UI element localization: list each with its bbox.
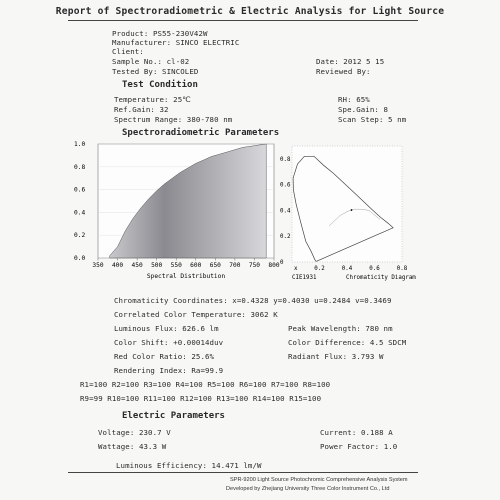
spectral-y-tick-label: 0.6	[74, 186, 86, 194]
spectral-x-tick-label: 750	[248, 262, 261, 269]
spe-gain-field: Spe.Gain: 8	[338, 105, 389, 114]
report-title: Report of Spectroradiometric & Electric Analysis for Light Source	[55, 6, 445, 17]
spectral-x-tick-label: 450	[131, 262, 143, 269]
spectral-x-tick-label: 600	[190, 262, 202, 269]
spectro-heading: Spectroradiometric Parameters	[122, 128, 280, 138]
cie-plot-frame	[292, 146, 402, 262]
scan-step-field: Scan Step: 5 nm	[338, 115, 407, 124]
manufacturer-field: Manufacturer: SINCO ELECTRIC	[112, 38, 240, 47]
color-difference-field: Color Difference: 4.5 SDCM	[288, 338, 407, 347]
cie-y-tick-label: 0	[280, 260, 284, 266]
title-rule	[68, 20, 418, 21]
color-shift-field: Color Shift: +0.00014duv	[114, 338, 224, 347]
footer-rule	[68, 472, 418, 473]
temperature-field: Temperature: 25℃	[114, 95, 191, 104]
spectral-x-tick-label: 700	[229, 262, 241, 269]
cie-caption-right: Chromaticity Diagram	[346, 275, 416, 281]
cie-x-tick-label: 0.4	[341, 266, 353, 272]
voltage-field: Voltage: 230.7 V	[98, 428, 171, 437]
spectrum-range-field: Spectrum Range: 380-780 nm	[114, 115, 233, 124]
chromaticity-field: Chromaticity Coordinates: x=0.4328 y=0.4030 u=0.2484 v=0.3469	[114, 296, 392, 305]
tested-by-field: Tested By: SINCOLED	[112, 67, 199, 76]
cie-y-tick-label: 0.4	[280, 208, 291, 215]
spectral-x-tick-label: 800	[268, 262, 280, 269]
cie-chromaticity-chart	[278, 140, 418, 282]
product-field: Product: PS55-230V42W	[112, 29, 208, 38]
radiant-flux-field: Radiant Flux: 3.793 W	[288, 352, 384, 361]
current-field: Current: 0.188 A	[320, 428, 393, 437]
date-field: Date: 2012 5 15	[316, 57, 385, 66]
sample-no-field: Sample No.: cl-02	[112, 57, 190, 66]
rh-field: RH: 65%	[338, 95, 370, 104]
r-values-row2: R9=99 R10=100 R11=100 R12=100 R13=100 R14=100 R15=100	[80, 394, 322, 403]
ref-gain-field: Ref.Gain: 32	[114, 105, 169, 114]
cie-y-tick-label: 0.2	[280, 234, 291, 241]
spectral-x-tick-label: 650	[209, 262, 221, 269]
wattage-field: Wattage: 43.3 W	[98, 442, 167, 451]
peak-wavelength-field: Peak Wavelength: 780 nm	[288, 324, 393, 333]
chromaticity-point	[351, 209, 353, 211]
cie-x-tick-label: 0.8	[396, 266, 408, 272]
reviewed-by-field: Reviewed By:	[316, 67, 371, 76]
cct-field: Correlated Color Temperature: 3062 K	[114, 310, 278, 319]
spectral-y-tick-label: 0.0	[74, 255, 86, 262]
spectral-x-tick-label: 400	[111, 262, 124, 269]
test-condition-heading: Test Condition	[122, 80, 198, 90]
cie-caption-left: CIE1931	[292, 275, 317, 281]
rendering-index-field: Rendering Index: Ra=99.9	[114, 366, 224, 375]
spectral-y-tick-label: 0.8	[74, 163, 86, 171]
luminous-efficiency-field: Luminous Efficiency: 14.471 lm/W	[116, 461, 262, 470]
spectral-caption: Spectral Distribution	[146, 273, 226, 280]
spectral-distribution-chart	[70, 136, 280, 284]
electric-heading: Electric Parameters	[122, 411, 225, 421]
r-values-row1: R1=100 R2=100 R3=100 R4=100 R5=100 R6=100 R7=100 R8=100	[80, 380, 331, 389]
spectral-x-tick-label: 500	[151, 262, 163, 269]
cie-y-tick-label: 0.8	[280, 156, 291, 163]
cie-x-axis-prefix: x	[294, 266, 298, 272]
spectral-x-tick-label: 550	[170, 262, 182, 269]
power-factor-field: Power Factor: 1.0	[320, 442, 398, 451]
spectral-y-tick-label: 1.0	[74, 141, 86, 148]
spectral-y-tick-label: 0.4	[74, 209, 86, 217]
footer-line2: Developed by Zhejiang University Three Color Instrument Co., Ltd	[226, 486, 390, 492]
red-ratio-field: Red Color Ratio: 25.6%	[114, 352, 215, 361]
cie-x-tick-label: 0.6	[369, 266, 380, 272]
footer-line1: SPR-9200 Light Source Photochromic Comprehensive Analysis System	[230, 477, 408, 483]
client-field: Client:	[112, 47, 144, 56]
cie-y-tick-label: 0.6	[280, 182, 291, 189]
cie-x-tick-label: 0.2	[314, 266, 325, 272]
luminous-flux-field: Luminous Flux: 626.6 lm	[114, 324, 219, 333]
spectral-y-tick-label: 0.2	[74, 232, 86, 240]
spectral-x-tick-label: 350	[92, 262, 104, 269]
